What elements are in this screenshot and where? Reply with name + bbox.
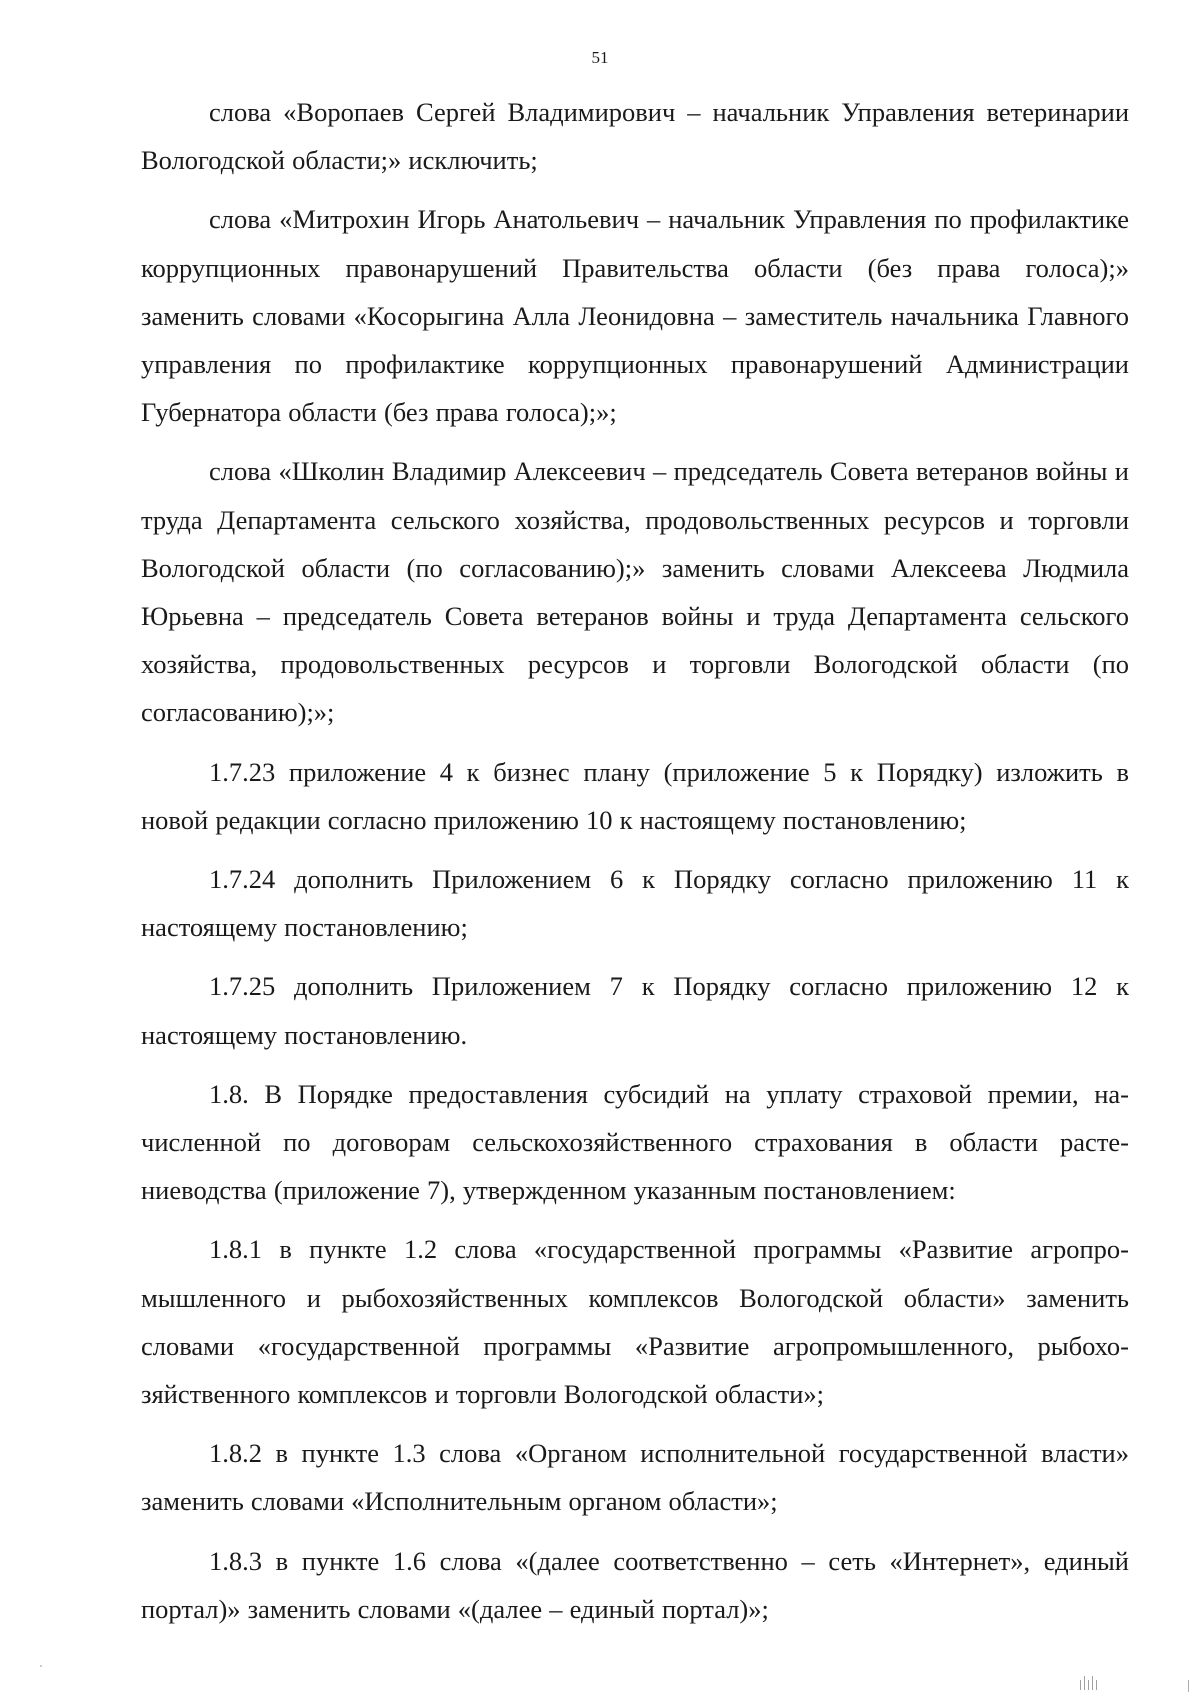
- paragraph-1-8: 1.8. В Порядке предоставления субсидий на уплату страховой премии, начисленной по договорам сельскохозяйственного страхования в области растениеводства (приложение 7), утвержденном указанным постановлением:: [141, 1078, 1129, 1206]
- paragraph-shkolin: слова «Школин Владимир Алексеевич – председатель Совета ветеранов войны и труда Департамента сельского хозяйства, продовольственных ресурсов и торговли Вологодской области (по согласованию);» заменить словами Алексеева Людмила Юрьевна – председатель Совета ветеранов войны и труда Департамента сельского хозяйства, продовольственных ресурсов и торговли Вологодской области (по согласованию);»;: [141, 456, 1129, 728]
- paragraph-mitrokhin: слова «Митрохин Игорь Анатольевич – начальник Управления по профилактике коррупционных правонарушений Правительства области (без права голоса);» заменить словами «Косорыгина Алла Леонидовна – заместитель начальника Главного управления по профилактике коррупционных правонарушений Администрации Губернатора области (без права голоса);»;: [141, 204, 1129, 428]
- document-body: [141, 88, 1129, 1633]
- paragraph-1-8-2: 1.8.2 в пункте 1.3 слова «Органом исполнительной государственной власти» заменить словами «Исполнительным органом области»;: [141, 1438, 1129, 1517]
- paragraph-1-7-25: 1.7.25 дополнить Приложением 7 к Порядку согласно приложению 12 к настоящему постановлению.: [141, 971, 1129, 1050]
- scan-edge-line: [1188, 1680, 1189, 1692]
- paragraph-1-8-3: 1.8.3 в пункте 1.6 слова «(далее соответственно – сеть «Интернет», единый портал)» заменить словами «(далее – единый портал)»;: [141, 1545, 1129, 1624]
- scan-speck: [40, 1665, 42, 1667]
- paragraph-voropaev: слова «Воропаев Сергей Владимирович – начальник Управления ветеринарии Вологодской области;» исключить;: [141, 97, 1129, 176]
- paragraph-1-7-24: 1.7.24 дополнить Приложением 6 к Порядку согласно приложению 11 к настоящему постановлению;: [141, 864, 1129, 943]
- paragraph-1-7-23: 1.7.23 приложение 4 к бизнес плану (приложение 5 к Порядку) изложить в новой редакции согласно приложению 10 к настоящему постановлению;: [141, 756, 1129, 835]
- paragraph-1-8-1: 1.8.1 в пункте 1.2 слова «государственной программы «Развитие агропромышленного и рыбохозяйственных комплексов Вологодской области» заменить словами «государственной программы «Развитие агропромышленного, рыбохозяйственного комплексов и торговли Вологодской области»;: [141, 1234, 1129, 1410]
- scan-edge-marks: [1080, 1680, 1120, 1690]
- page-number: 51: [591, 48, 609, 67]
